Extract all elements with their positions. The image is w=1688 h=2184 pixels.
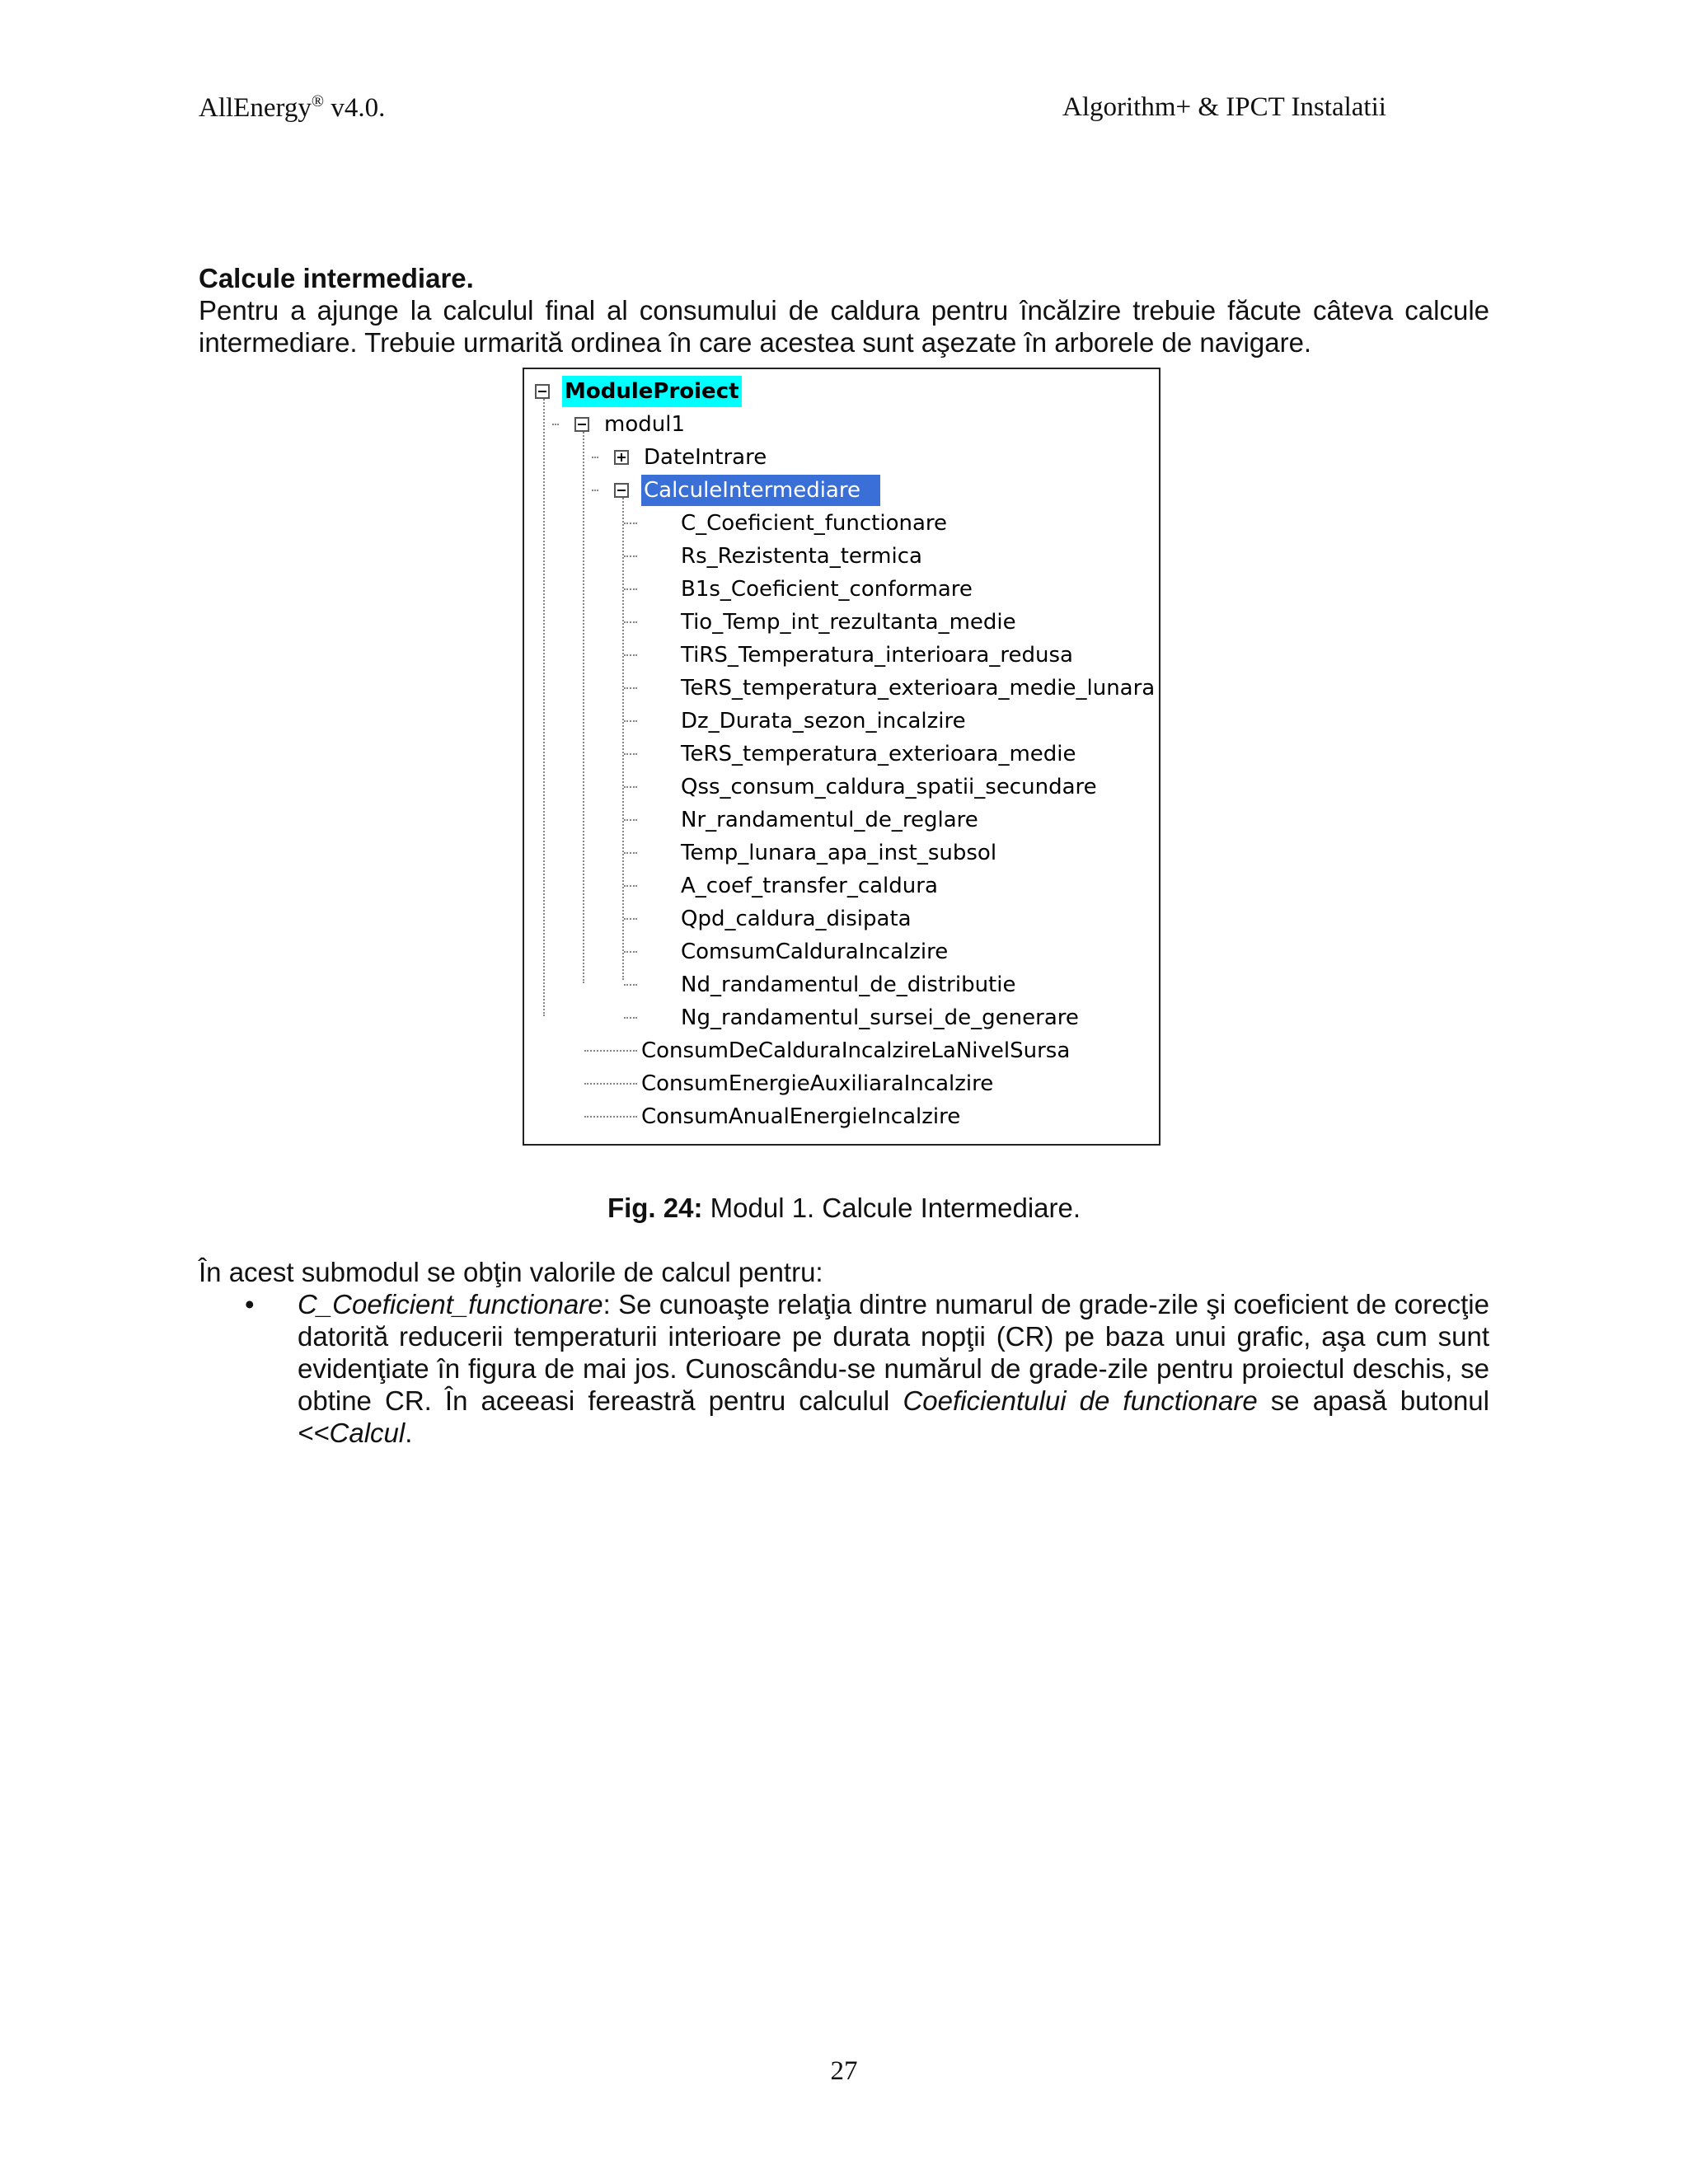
bullet-item	[298, 1288, 1489, 1449]
tree-node-dateintrare[interactable]	[524, 442, 1159, 473]
header-left	[199, 92, 385, 124]
tree-leaf[interactable]	[524, 541, 1159, 572]
tree-leaf[interactable]	[524, 1002, 1159, 1033]
tree-line-h	[584, 1083, 637, 1085]
figure-caption	[0, 1192, 1688, 1224]
section-title: Calcule intermediare.	[199, 263, 474, 293]
expand-icon[interactable]	[614, 450, 629, 465]
tree-leaf[interactable]	[524, 738, 1159, 770]
tree-line-h	[624, 1017, 637, 1019]
tree-leaf[interactable]	[524, 903, 1159, 935]
tree-leaf[interactable]	[524, 508, 1159, 539]
tree-node-label: C_Coeficient_functionare	[681, 511, 948, 536]
tree-line-h	[624, 951, 637, 953]
caption-text: Modul 1. Calcule Intermediare.	[702, 1193, 1081, 1223]
tree-node-label: Qpd_caldura_disipata	[681, 907, 912, 931]
header-product: AllEnergy	[199, 93, 312, 123]
caption-label: Fig. 24:	[607, 1193, 703, 1223]
tree-leaf[interactable]	[524, 1101, 1159, 1132]
tree-line-h	[584, 1050, 637, 1052]
tree-line-h	[584, 1116, 637, 1118]
header-version: v4.0.	[324, 93, 386, 123]
tree-line-h	[624, 523, 637, 524]
tree-node-label: ConsumDeCalduraIncalzireLaNivelSursa	[641, 1038, 1071, 1063]
tree-leaf[interactable]	[524, 870, 1159, 902]
bullet-term: C_Coeficient_functionare	[298, 1289, 603, 1319]
intro-paragraph: Pentru a ajunge la calculul final al consumului de caldura pentru încălzire trebuie făcute câteva calcule intermediare. Trebuie urmarită ordinea în care acestea sunt aşezate în arborele de navigare.	[199, 295, 1489, 358]
tree-node-label: Rs_Rezistenta_termica	[681, 544, 922, 569]
tree-line-h	[624, 753, 637, 755]
tree-node-modul1[interactable]	[524, 409, 1159, 440]
collapse-icon[interactable]	[535, 384, 550, 399]
tree-node-label: Ng_randamentul_sursei_de_generare	[681, 1005, 1079, 1030]
tree-leaf[interactable]	[524, 673, 1159, 704]
tree-node-label: modul1	[604, 412, 685, 437]
tree-leaf[interactable]	[524, 936, 1159, 968]
tree-line-h	[624, 918, 637, 920]
tree-node-label: Temp_lunara_apa_inst_subsol	[681, 841, 997, 865]
tree-leaf[interactable]	[524, 574, 1159, 605]
tree-line-h	[624, 555, 637, 557]
page-number: 27	[830, 2056, 858, 2086]
tree-node-label: Tio_Temp_int_rezultanta_medie	[681, 610, 1016, 635]
tree-node-label: TeRS_temperatura_exterioara_medie_lunara	[681, 676, 1156, 701]
tree-leaf[interactable]	[524, 640, 1159, 671]
tree-node-label: TeRS_temperatura_exterioara_medie	[681, 742, 1076, 766]
tree-line-h	[624, 885, 637, 887]
tree-node-root[interactable]	[524, 376, 1159, 407]
tree-leaf[interactable]	[524, 969, 1159, 1001]
tree-line-h	[624, 621, 637, 623]
tree-node-label: B1s_Coeficient_conformare	[681, 577, 973, 602]
tree-line-h	[624, 786, 637, 788]
tree-leaf[interactable]	[524, 705, 1159, 737]
tree-node-label: ConsumEnergieAuxiliaraIncalzire	[641, 1071, 994, 1096]
tree-line-h	[624, 588, 637, 590]
tree-line-h	[624, 654, 637, 656]
tree-node-label: Qss_consum_caldura_spatii_secundare	[681, 775, 1097, 799]
tree-node-label: ModuleProiect	[562, 376, 742, 407]
tree-node-label: Dz_Durata_sezon_incalzire	[681, 709, 966, 733]
collapse-icon[interactable]	[574, 417, 589, 432]
tree-node-label: DateIntrare	[644, 445, 767, 470]
bullet-symbol: •	[245, 1289, 255, 1319]
bullet-term-2: Coeficientului de functionare	[903, 1385, 1258, 1416]
collapse-icon[interactable]	[614, 483, 629, 498]
tree-line-h	[624, 819, 637, 821]
tree-leaf[interactable]	[524, 1035, 1159, 1066]
header-registered-mark: ®	[311, 92, 325, 110]
tree-node-label: CalculeIntermediare	[641, 475, 880, 506]
bullet-text-c: .	[405, 1418, 413, 1448]
header-right: Algorithm+ & IPCT Instalatii	[1062, 92, 1386, 122]
tree-leaf[interactable]	[524, 1068, 1159, 1099]
bullet-term-3: <<Calcul	[298, 1418, 406, 1448]
tree-line-h	[624, 720, 637, 722]
tree-node-label: Nr_randamentul_de_reglare	[681, 808, 978, 832]
paragraph-2: În acest submodul se obţin valorile de calcul pentru:	[199, 1257, 823, 1287]
tree-leaf[interactable]	[524, 804, 1159, 836]
navigation-tree	[523, 368, 1160, 1146]
tree-node-label: ConsumAnualEnergieIncalzire	[641, 1104, 961, 1129]
tree-line-h	[624, 852, 637, 854]
tree-node-calculeintermediare[interactable]	[524, 475, 1159, 506]
tree-node-label: A_coef_transfer_caldura	[681, 874, 938, 898]
bullet-text-b: se apasă butonul	[1257, 1385, 1489, 1416]
tree-leaf[interactable]	[524, 771, 1159, 803]
tree-leaf[interactable]	[524, 607, 1159, 638]
tree-line-h	[624, 687, 637, 689]
tree-node-label: Nd_randamentul_de_distributie	[681, 972, 1016, 997]
bullet-text-a: : Se cunoaşte relaţia dintre numarul de grade-zile şi coeficient de corecţie datorită reducerii temperaturii interioare pe durata nopţii (CR) pe baza unui grafic, aşa cum sunt evidenţiate în figura de mai jos. Cunoscându-se numărul de grade-zile pentru proiectul deschis, se obtine CR. În aceeasi fereastră pentru calculul	[298, 1289, 1489, 1416]
tree-leaf[interactable]	[524, 837, 1159, 869]
tree-node-label: ComsumCalduraIncalzire	[681, 940, 949, 964]
tree-node-label: TiRS_Temperatura_interioara_redusa	[681, 643, 1073, 668]
tree-line-h	[624, 984, 637, 986]
